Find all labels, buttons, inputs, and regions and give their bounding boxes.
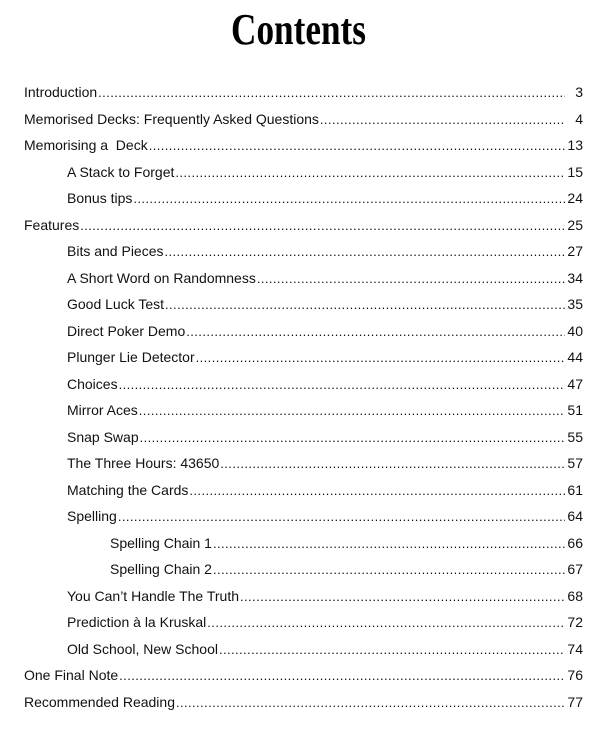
dot-leader	[119, 372, 565, 399]
toc-page-number: 4	[575, 110, 583, 127]
dot-leader	[140, 425, 565, 452]
toc-entry-title: Features	[24, 216, 80, 233]
toc-entry-title: Good Luck Test	[67, 296, 165, 312]
toc-entry	[0, 291, 597, 318]
page-title: Contents	[231, 5, 366, 54]
toc-entry	[0, 689, 597, 716]
toc-entry	[0, 556, 597, 583]
toc-entry	[0, 132, 597, 159]
toc-entry	[0, 609, 597, 636]
dot-leader	[98, 80, 565, 107]
toc-entry-title: A Stack to Forget	[67, 163, 175, 180]
toc-entry	[0, 636, 597, 663]
toc-entry	[0, 265, 597, 292]
dot-leader	[118, 504, 565, 531]
toc-page-number: 64	[567, 508, 583, 524]
toc-page-number: 35	[567, 296, 583, 312]
toc-entry-title: Memorising a Deck	[24, 137, 148, 153]
toc-page-number: 66	[567, 534, 583, 551]
toc-entry-title: Memorised Decks: Frequently Asked Questions	[24, 110, 319, 127]
dot-leader	[219, 637, 565, 664]
toc-entry-title: Snap Swap	[67, 428, 139, 445]
dot-leader	[186, 319, 565, 346]
table-of-contents	[0, 79, 597, 715]
toc-entry-title: The Three Hours: 43650	[67, 455, 220, 471]
toc-entry	[0, 212, 597, 239]
toc-entry	[0, 477, 597, 504]
toc-entry	[0, 503, 597, 530]
toc-entry	[0, 344, 597, 371]
toc-entry-title: Spelling Chain 1	[110, 534, 212, 551]
toc-entry	[0, 371, 597, 398]
toc-page-number: 51	[567, 402, 583, 418]
dot-leader	[119, 663, 565, 690]
toc-page-number: 77	[567, 693, 583, 710]
toc-entry-title: Mirror Aces	[67, 402, 138, 418]
toc-entry-title: Direct Poker Demo	[67, 322, 186, 339]
dot-leader	[257, 266, 565, 293]
dot-leader	[175, 160, 565, 187]
toc-entry-title: Introduction	[24, 84, 98, 100]
toc-entry-title: Spelling	[67, 508, 117, 524]
toc-entry-title: Old School, New School	[67, 640, 218, 657]
toc-entry	[0, 662, 597, 689]
toc-page-number: 24	[567, 190, 583, 206]
toc-page-number: 25	[567, 216, 583, 233]
toc-page-number: 74	[567, 640, 583, 657]
dot-leader	[196, 345, 565, 372]
dot-leader	[220, 451, 565, 478]
toc-entry	[0, 583, 597, 610]
toc-page-number: 47	[567, 375, 583, 392]
dot-leader	[165, 292, 565, 319]
toc-entry	[0, 424, 597, 451]
toc-page-number: 13	[567, 137, 583, 153]
toc-page-number: 68	[567, 587, 583, 604]
toc-entry	[0, 450, 597, 477]
toc-page-number: 55	[567, 428, 583, 445]
toc-page-number: 61	[567, 481, 583, 498]
toc-entry	[0, 238, 597, 265]
toc-entry	[0, 318, 597, 345]
toc-entry	[0, 106, 597, 133]
dot-leader	[320, 107, 565, 134]
toc-page-number: 27	[567, 243, 583, 259]
toc-entry-title: Prediction à la Kruskal	[67, 614, 207, 630]
dot-leader	[165, 239, 566, 266]
dot-leader	[240, 584, 565, 611]
dot-leader	[189, 478, 565, 505]
dot-leader	[213, 531, 565, 558]
toc-page-number: 44	[567, 349, 583, 365]
dot-leader	[80, 213, 565, 240]
toc-entry-title: Choices	[67, 375, 118, 392]
toc-entry	[0, 185, 597, 212]
toc-entry-title: A Short Word on Randomness	[67, 269, 256, 286]
toc-entry-title: Bonus tips	[67, 190, 133, 206]
toc-entry-title: One Final Note	[24, 667, 119, 683]
dot-leader	[213, 557, 565, 584]
toc-page-number: 67	[567, 561, 583, 577]
toc-entry	[0, 79, 597, 106]
dot-leader	[176, 690, 565, 717]
toc-page-number: 76	[567, 667, 583, 683]
toc-entry-title: Bits and Pieces	[67, 243, 164, 259]
toc-page-number: 34	[567, 269, 583, 286]
toc-entry	[0, 159, 597, 186]
toc-entry-title: Spelling Chain 2	[110, 561, 212, 577]
toc-entry-title: Matching the Cards	[67, 481, 189, 498]
toc-page-number: 15	[567, 163, 583, 180]
dot-leader	[149, 133, 565, 160]
toc-page-number: 3	[575, 84, 583, 100]
dot-leader	[207, 610, 565, 637]
toc-entry-title: Plunger Lie Detector	[67, 349, 195, 365]
dot-leader	[139, 398, 565, 425]
toc-entry-title: You Can’t Handle The Truth	[67, 587, 240, 604]
toc-page-number: 40	[567, 322, 583, 339]
toc-entry-title: Recommended Reading	[24, 693, 175, 710]
toc-page-number: 72	[567, 614, 583, 630]
toc-entry	[0, 530, 597, 557]
dot-leader	[133, 186, 565, 213]
toc-entry	[0, 397, 597, 424]
toc-page-number: 57	[567, 455, 583, 471]
